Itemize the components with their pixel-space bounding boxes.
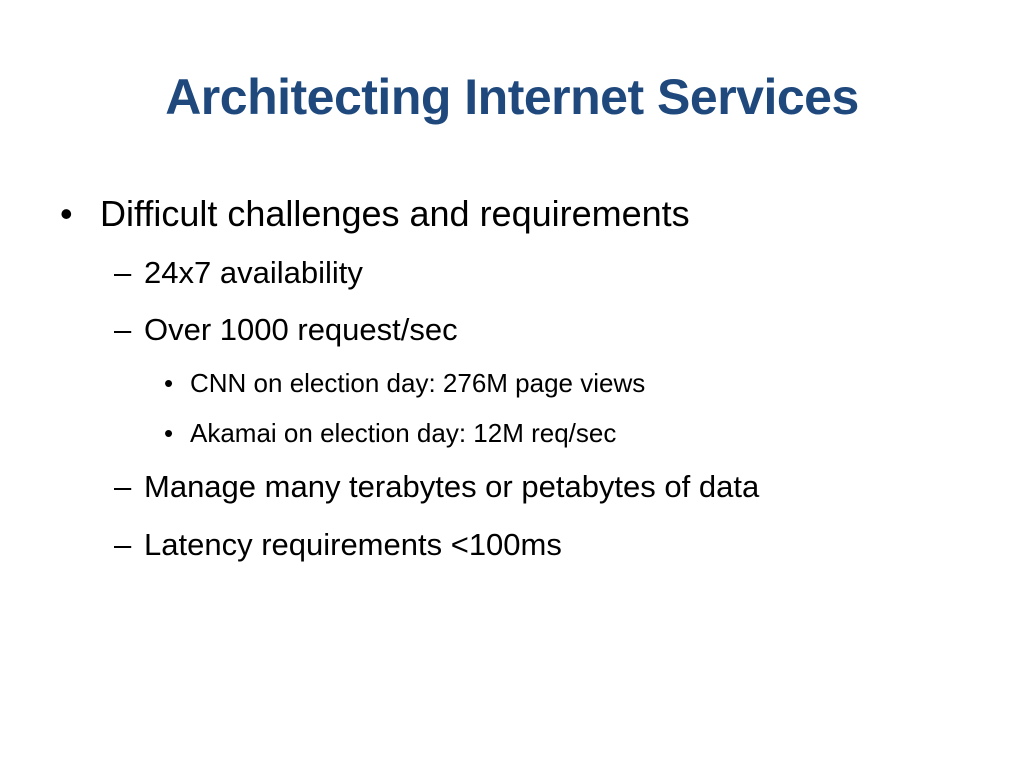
bullet-marker: •: [164, 368, 174, 398]
bullet-marker: •: [60, 193, 73, 234]
dash-marker: –: [114, 527, 132, 562]
bullet-text: Latency requirements <100ms: [144, 527, 562, 562]
dash-marker: –: [114, 469, 132, 504]
dash-marker: –: [114, 255, 132, 290]
bullet-marker: •: [164, 418, 174, 448]
bullet-text: Manage many terabytes or petabytes of data: [144, 469, 760, 504]
bullet-level2-availability: [114, 253, 363, 293]
bullet-level2-requests: [114, 310, 458, 350]
slide-title: Architecting Internet Services: [165, 69, 859, 125]
bullet-level3-cnn: [164, 366, 645, 400]
bullet-text: 24x7 availability: [144, 255, 363, 290]
bullet-text: Over 1000 request/sec: [144, 312, 458, 347]
dash-marker: –: [114, 312, 132, 347]
bullet-level2-data: [114, 467, 759, 507]
bullet-level1-challenges: [60, 192, 690, 236]
bullet-text: Difficult challenges and requirements: [100, 193, 690, 234]
bullet-level3-akamai: [164, 416, 616, 450]
bullet-text: Akamai on election day: 12M req/sec: [190, 418, 617, 448]
bullet-text: CNN on election day: 276M page views: [190, 368, 646, 398]
bullet-level2-latency: [114, 525, 562, 565]
